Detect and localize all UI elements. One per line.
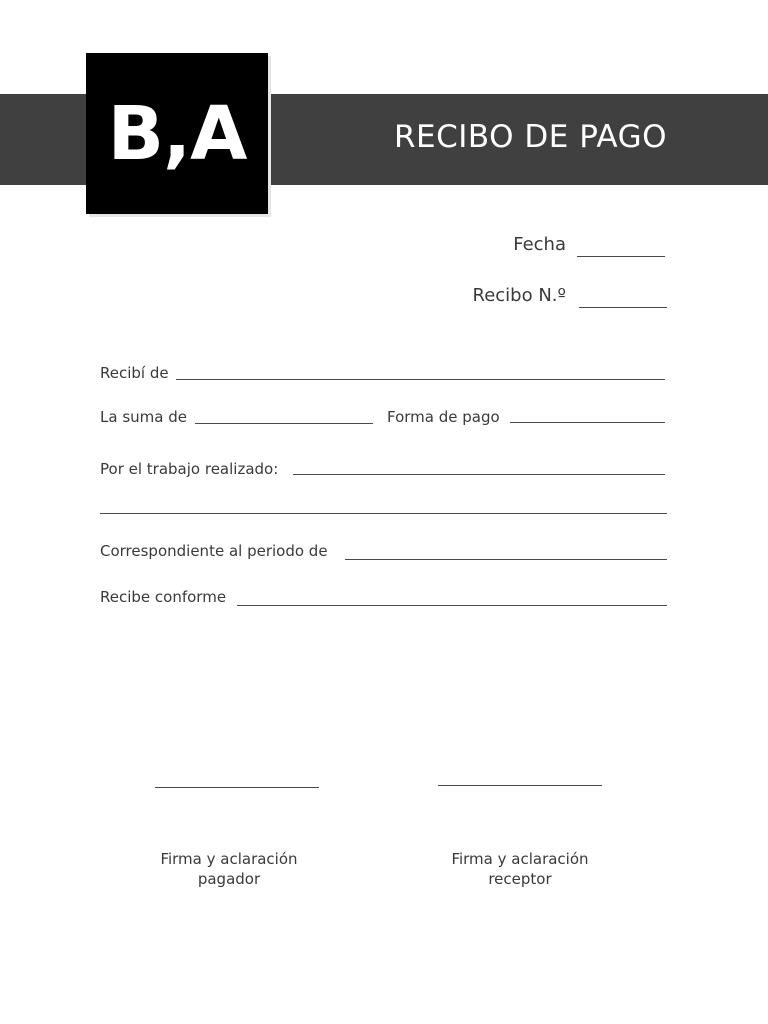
date-label: Fecha bbox=[513, 234, 566, 255]
received-ok-field[interactable] bbox=[237, 605, 667, 606]
logo-text: B,A bbox=[107, 90, 247, 177]
logo bbox=[86, 53, 268, 214]
date-field[interactable] bbox=[577, 256, 665, 257]
receiver-signature-caption-line1: Firma y aclaración bbox=[451, 850, 589, 868]
page-title: RECIBO DE PAGO bbox=[394, 119, 667, 155]
received-from-field[interactable] bbox=[176, 379, 665, 380]
payment-method-label: Forma de pago bbox=[387, 408, 500, 426]
payer-signature-caption-line1: Firma y aclaración bbox=[160, 850, 298, 868]
amount-label: La suma de bbox=[100, 408, 187, 426]
received-ok-label: Recibe conforme bbox=[100, 588, 227, 606]
received-from-label: Recibí de bbox=[100, 364, 169, 382]
receipt-number-field[interactable] bbox=[579, 307, 667, 308]
payer-signature-caption-line2: pagador bbox=[197, 870, 261, 888]
payment-method-field[interactable] bbox=[510, 422, 665, 423]
period-label: Correspondiente al periodo de bbox=[100, 542, 328, 560]
work-done-label: Por el trabajo realizado: bbox=[100, 460, 279, 478]
receipt-number-label: Recibo N.º bbox=[472, 285, 566, 306]
receiver-signature-caption bbox=[400, 849, 640, 889]
payer-signature-line[interactable] bbox=[155, 787, 319, 788]
amount-field[interactable] bbox=[195, 423, 373, 424]
work-done-field[interactable] bbox=[293, 474, 665, 475]
receiver-signature-line[interactable] bbox=[438, 785, 602, 786]
payer-signature-caption bbox=[109, 849, 349, 889]
work-done-field-continuation[interactable] bbox=[100, 513, 667, 514]
period-field[interactable] bbox=[345, 559, 667, 560]
receiver-signature-caption-line2: receptor bbox=[488, 870, 552, 888]
